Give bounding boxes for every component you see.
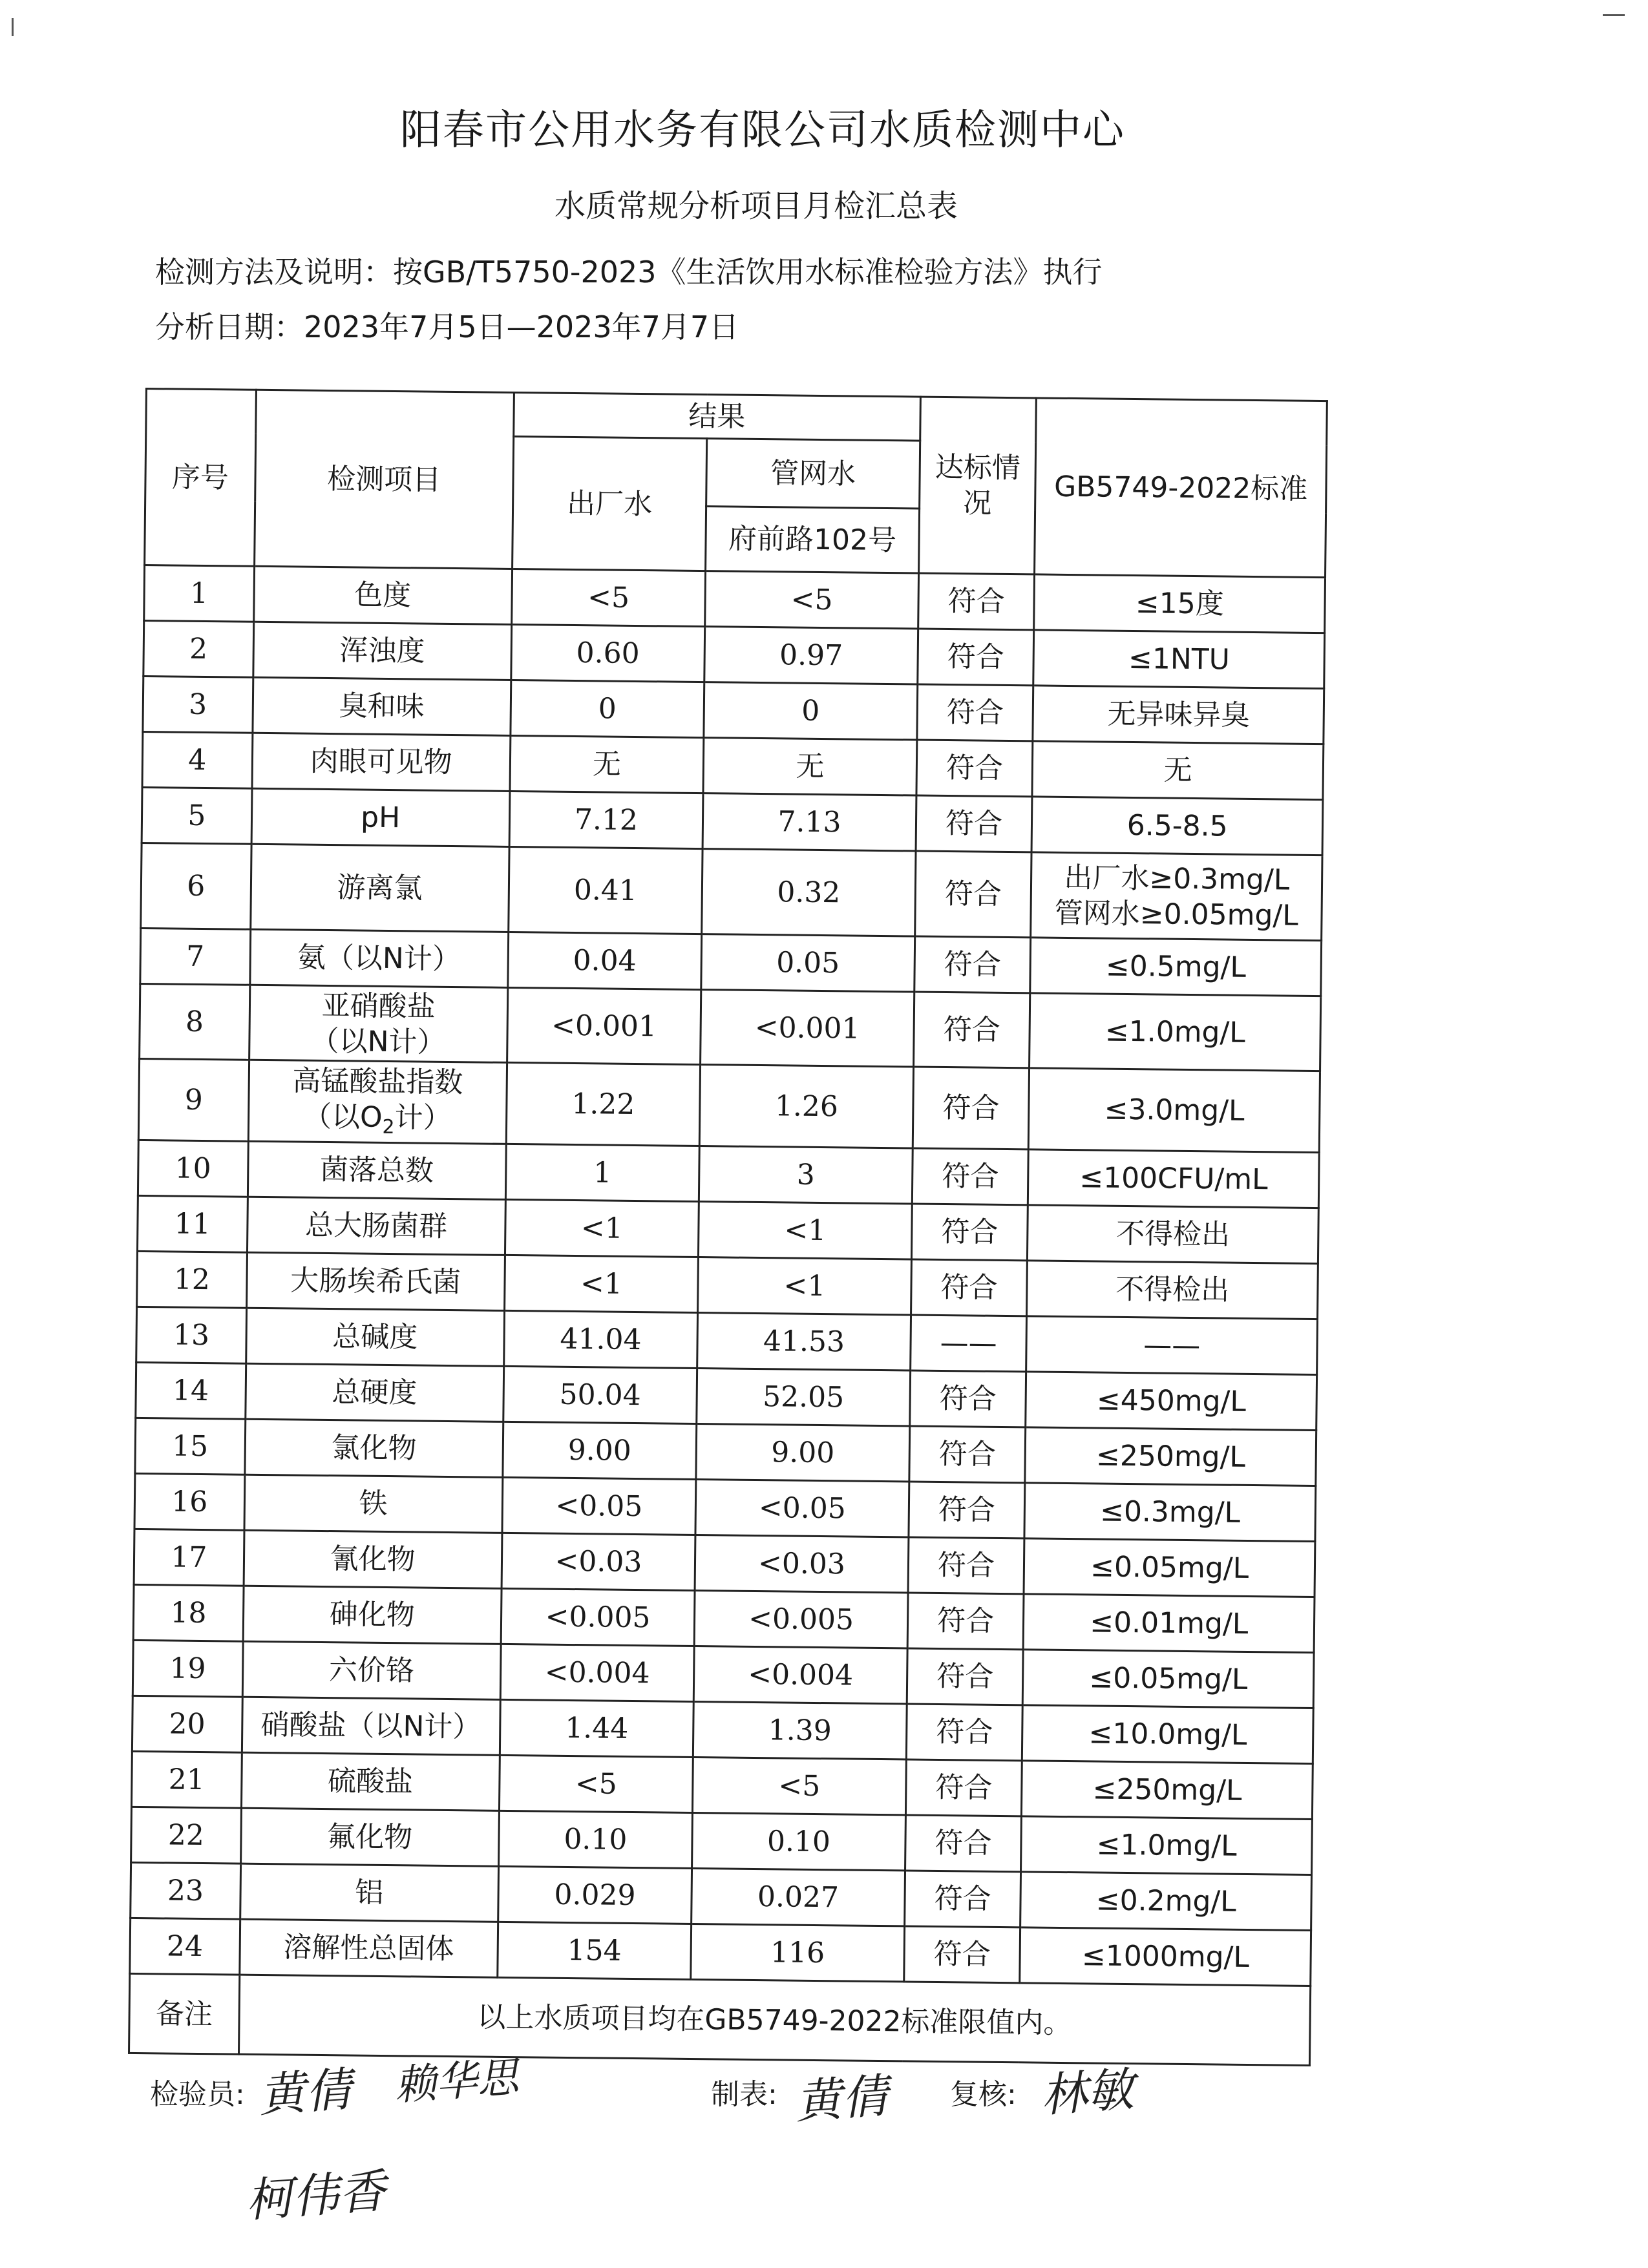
row-index: 22 <box>131 1807 242 1864</box>
row-network-value: 3 <box>699 1146 913 1204</box>
row-standard: ≤1.0mg/L <box>1021 1816 1312 1875</box>
row-network-value: 116 <box>691 1924 904 1981</box>
reviewer-label: 复核: <box>950 2078 1017 2111</box>
row-standard: ≤0.3mg/L <box>1024 1483 1315 1542</box>
header-network-water: 管网水 <box>706 439 920 509</box>
row-network-value: <0.001 <box>701 990 914 1067</box>
row-standard: 无异味异臭 <box>1033 686 1324 744</box>
row-index: 1 <box>144 565 255 622</box>
row-item: 游离氯 <box>250 844 509 932</box>
row-network-value: <1 <box>698 1257 911 1315</box>
row-network-value: 无 <box>703 738 916 795</box>
row-standard: ≤15度 <box>1034 574 1325 633</box>
table-row <box>138 1058 1320 1152</box>
row-standard: ≤250mg/L <box>1025 1427 1316 1486</box>
standard-line-network: 管网水≥0.05mg/L <box>1054 896 1299 932</box>
maker-signature: 黄倩 <box>793 2068 891 2129</box>
analysis-date: 分析日期：2023年7月5日—2023年7月7日 <box>155 310 739 344</box>
row-compliance: 符合 <box>909 1426 1026 1483</box>
row-item: 砷化物 <box>243 1586 502 1644</box>
maker-label: 制表: <box>711 2078 777 2111</box>
row-network-value: 0.05 <box>701 934 914 992</box>
row-compliance: 符合 <box>913 992 1030 1068</box>
row-item: 六价铬 <box>242 1641 501 1699</box>
table-row <box>140 983 1321 1071</box>
row-item: 臭和味 <box>253 677 511 735</box>
row-compliance: 符合 <box>904 1871 1021 1927</box>
row-index: 10 <box>138 1140 248 1197</box>
row-index: 3 <box>143 676 253 733</box>
row-factory-value: 41.04 <box>503 1310 697 1368</box>
table-body <box>129 565 1326 2066</box>
item-line-2-head: （以O <box>302 1100 383 1135</box>
page-subtitle: 水质常规分析项目月检汇总表 <box>554 188 958 224</box>
row-compliance: 符合 <box>916 740 1033 797</box>
row-standard: ≤100CFU/mL <box>1028 1150 1319 1208</box>
row-factory-value: 7.12 <box>509 791 703 848</box>
header-network-site: 府前路102号 <box>706 507 920 573</box>
row-network-value: <0.05 <box>695 1480 909 1537</box>
standard-line-factory: 出厂水≥0.3mg/L <box>1064 861 1290 897</box>
row-factory-value: <0.004 <box>500 1644 694 1701</box>
row-network-value: 52.05 <box>697 1369 910 1426</box>
row-compliance: 符合 <box>908 1537 1025 1594</box>
row-item: pH <box>251 788 510 846</box>
page-title: 阳春市公用水务有限公司水质检测中心 <box>400 107 1125 154</box>
row-index: 6 <box>141 843 251 929</box>
row-compliance: 符合 <box>906 1704 1023 1761</box>
row-network-value: 0.32 <box>702 849 916 936</box>
remarks-text: 以上水质项目均在GB5749-2022标准限值内。 <box>238 1975 1311 2065</box>
row-network-value: 1.39 <box>693 1701 907 1759</box>
row-standard: ≤1.0mg/L <box>1030 993 1321 1071</box>
row-item: 铝 <box>240 1864 498 1922</box>
row-standard: —— <box>1026 1316 1317 1375</box>
row-index: 4 <box>142 731 253 788</box>
row-factory-value: <0.03 <box>502 1533 695 1590</box>
row-network-value: <5 <box>705 571 918 629</box>
row-network-value: 0.10 <box>692 1812 905 1870</box>
row-standard: ≤1NTU <box>1033 630 1324 689</box>
row-factory-value: 1 <box>505 1144 699 1201</box>
row-network-value: <1 <box>699 1202 912 1259</box>
row-factory-value: 1.22 <box>506 1062 701 1146</box>
row-standard: ≤0.05mg/L <box>1024 1538 1315 1597</box>
item-line-2 <box>253 1098 502 1140</box>
scan-mark-right <box>1603 14 1625 16</box>
remarks-row <box>129 1973 1311 2065</box>
row-index: 11 <box>138 1195 248 1252</box>
row-factory-value: <1 <box>504 1255 698 1312</box>
row-network-value: <0.004 <box>693 1646 907 1704</box>
row-index: 13 <box>136 1307 247 1363</box>
row-index: 12 <box>137 1251 248 1308</box>
row-index: 8 <box>140 983 250 1060</box>
row-index: 18 <box>133 1584 244 1641</box>
table-row <box>141 843 1322 940</box>
row-compliance: 符合 <box>905 1815 1022 1872</box>
item-line-1: 高锰酸盐指数 <box>292 1064 463 1100</box>
table-header <box>145 389 1327 578</box>
row-index: 9 <box>138 1058 249 1141</box>
row-standard: ≤10.0mg/L <box>1022 1705 1313 1764</box>
item-line-2: （以N计） <box>310 1024 446 1059</box>
row-item: 溶解性总固体 <box>239 1919 498 1977</box>
remarks-label: 备注 <box>129 1973 240 2054</box>
row-compliance: 符合 <box>914 851 1031 938</box>
header-compliance: 达标情况 <box>918 397 1037 574</box>
row-factory-value: <1 <box>505 1199 699 1257</box>
row-factory-value: 0.41 <box>508 846 703 934</box>
row-compliance: 符合 <box>917 684 1034 741</box>
row-compliance: 符合 <box>911 1204 1028 1261</box>
item-line-1: 亚硝酸盐 <box>321 989 436 1024</box>
row-standard: 不得检出 <box>1027 1261 1318 1319</box>
row-index: 24 <box>130 1918 240 1975</box>
row-compliance: 符合 <box>907 1593 1024 1650</box>
method-note: 检测方法及说明：按GB/T5750-2023《生活饮用水标准检验方法》执行 <box>155 255 1103 289</box>
inspector-label: 检验员: <box>150 2078 245 2111</box>
row-item: 硝酸盐（以N计） <box>242 1697 500 1755</box>
row-item <box>249 985 507 1062</box>
row-compliance: 符合 <box>917 629 1034 686</box>
row-index: 15 <box>135 1418 246 1475</box>
row-item: 氟化物 <box>240 1808 499 1866</box>
row-network-value: <0.03 <box>695 1535 908 1593</box>
row-compliance: 符合 <box>918 573 1035 630</box>
row-factory-value: <0.05 <box>502 1477 696 1535</box>
inspector-signature-1: 黄倩 <box>257 2062 354 2123</box>
row-standard: 6.5-8.5 <box>1032 797 1323 856</box>
row-index: 2 <box>143 620 254 677</box>
row-compliance: 符合 <box>909 1482 1026 1538</box>
row-index: 23 <box>131 1862 241 1919</box>
row-item: 氨（以N计） <box>249 929 508 987</box>
row-compliance: 符合 <box>909 1370 1026 1427</box>
row-factory-value: 9.00 <box>503 1422 697 1479</box>
row-compliance: 符合 <box>903 1926 1020 1983</box>
row-factory-value: 0 <box>511 680 704 737</box>
row-factory-value: 0.60 <box>511 624 704 682</box>
header-item: 检测项目 <box>254 390 514 569</box>
header-standard: GB5749-2022标准 <box>1035 398 1327 578</box>
row-network-value: 41.53 <box>697 1313 911 1370</box>
row-item: 铁 <box>244 1475 503 1533</box>
row-factory-value: 0.04 <box>507 932 701 989</box>
row-factory-value: 50.04 <box>503 1366 697 1423</box>
row-standard: ≤450mg/L <box>1026 1372 1316 1431</box>
row-factory-value: <0.005 <box>501 1588 695 1646</box>
row-standard: ≤0.2mg/L <box>1020 1872 1311 1931</box>
row-standard: ≤250mg/L <box>1022 1761 1313 1820</box>
row-network-value: 0.97 <box>704 627 918 684</box>
reviewer-signature: 林敏 <box>1039 2062 1136 2123</box>
row-compliance: 符合 <box>912 1148 1029 1205</box>
row-factory-value: 154 <box>497 1922 691 1979</box>
row-standard: ≤0.01mg/L <box>1024 1594 1315 1653</box>
row-network-value: <5 <box>693 1757 906 1814</box>
row-standard: ≤1000mg/L <box>1020 1927 1311 1986</box>
row-standard: ≤0.5mg/L <box>1030 938 1321 996</box>
row-network-value: 1.26 <box>699 1065 913 1148</box>
row-index: 7 <box>140 928 251 985</box>
row-item: 大肠埃希氏菌 <box>246 1252 505 1310</box>
row-index: 20 <box>132 1696 242 1752</box>
header-factory-water: 出厂水 <box>512 436 707 571</box>
row-network-value: 0 <box>704 682 917 740</box>
row-index: 17 <box>134 1529 244 1586</box>
row-item <box>248 1060 507 1144</box>
row-item: 浑浊度 <box>253 622 511 680</box>
row-item: 总大肠菌群 <box>247 1197 505 1255</box>
item-line-2-tail: 计） <box>394 1101 452 1135</box>
row-index: 5 <box>142 787 252 844</box>
row-factory-value: 无 <box>510 735 704 793</box>
row-index: 21 <box>131 1751 242 1808</box>
results-table <box>128 388 1328 2066</box>
row-standard: ≤0.05mg/L <box>1023 1650 1314 1708</box>
row-network-value: 9.00 <box>696 1424 909 1482</box>
row-item: 菌落总数 <box>248 1141 506 1199</box>
inspector-signature-2: 赖华思 <box>393 2053 520 2110</box>
row-network-value: 0.027 <box>692 1868 905 1926</box>
row-item: 肉眼可见物 <box>252 733 511 791</box>
row-compliance: 符合 <box>913 1067 1030 1150</box>
row-standard: ≤3.0mg/L <box>1029 1068 1320 1153</box>
row-factory-value: 0.10 <box>498 1811 692 1868</box>
row-index: 16 <box>134 1473 245 1530</box>
scan-mark-left <box>12 18 14 36</box>
row-network-value: 7.13 <box>703 793 916 851</box>
row-item: 氯化物 <box>245 1419 503 1477</box>
row-compliance: 符合 <box>916 795 1033 852</box>
row-index: 19 <box>132 1640 243 1697</box>
row-item: 色度 <box>253 566 512 624</box>
row-item: 硫酸盐 <box>241 1752 500 1811</box>
row-factory-value: <5 <box>511 569 705 626</box>
item-line-2-subscript: 2 <box>382 1116 395 1139</box>
row-factory-value: 0.029 <box>498 1866 692 1924</box>
row-item: 总硬度 <box>245 1363 503 1422</box>
row-standard: 无 <box>1032 741 1323 800</box>
header-results: 结果 <box>513 392 920 441</box>
row-standard: 不得检出 <box>1028 1205 1318 1264</box>
row-compliance: 符合 <box>914 936 1031 993</box>
row-item: 氰化物 <box>244 1530 502 1588</box>
row-compliance: —— <box>910 1315 1027 1372</box>
row-standard <box>1031 852 1322 941</box>
row-network-value: <0.005 <box>694 1591 907 1648</box>
row-factory-value: <0.001 <box>507 987 701 1064</box>
row-index: 14 <box>136 1362 246 1419</box>
header-index: 序号 <box>145 389 257 567</box>
row-compliance: 符合 <box>905 1759 1022 1816</box>
row-item: 总碱度 <box>246 1308 504 1366</box>
row-compliance: 符合 <box>911 1259 1028 1316</box>
row-factory-value: 1.44 <box>500 1699 693 1757</box>
inspector-signature-3: 柯伟香 <box>244 2163 388 2228</box>
row-factory-value: <5 <box>499 1755 693 1812</box>
row-compliance: 符合 <box>907 1648 1024 1705</box>
